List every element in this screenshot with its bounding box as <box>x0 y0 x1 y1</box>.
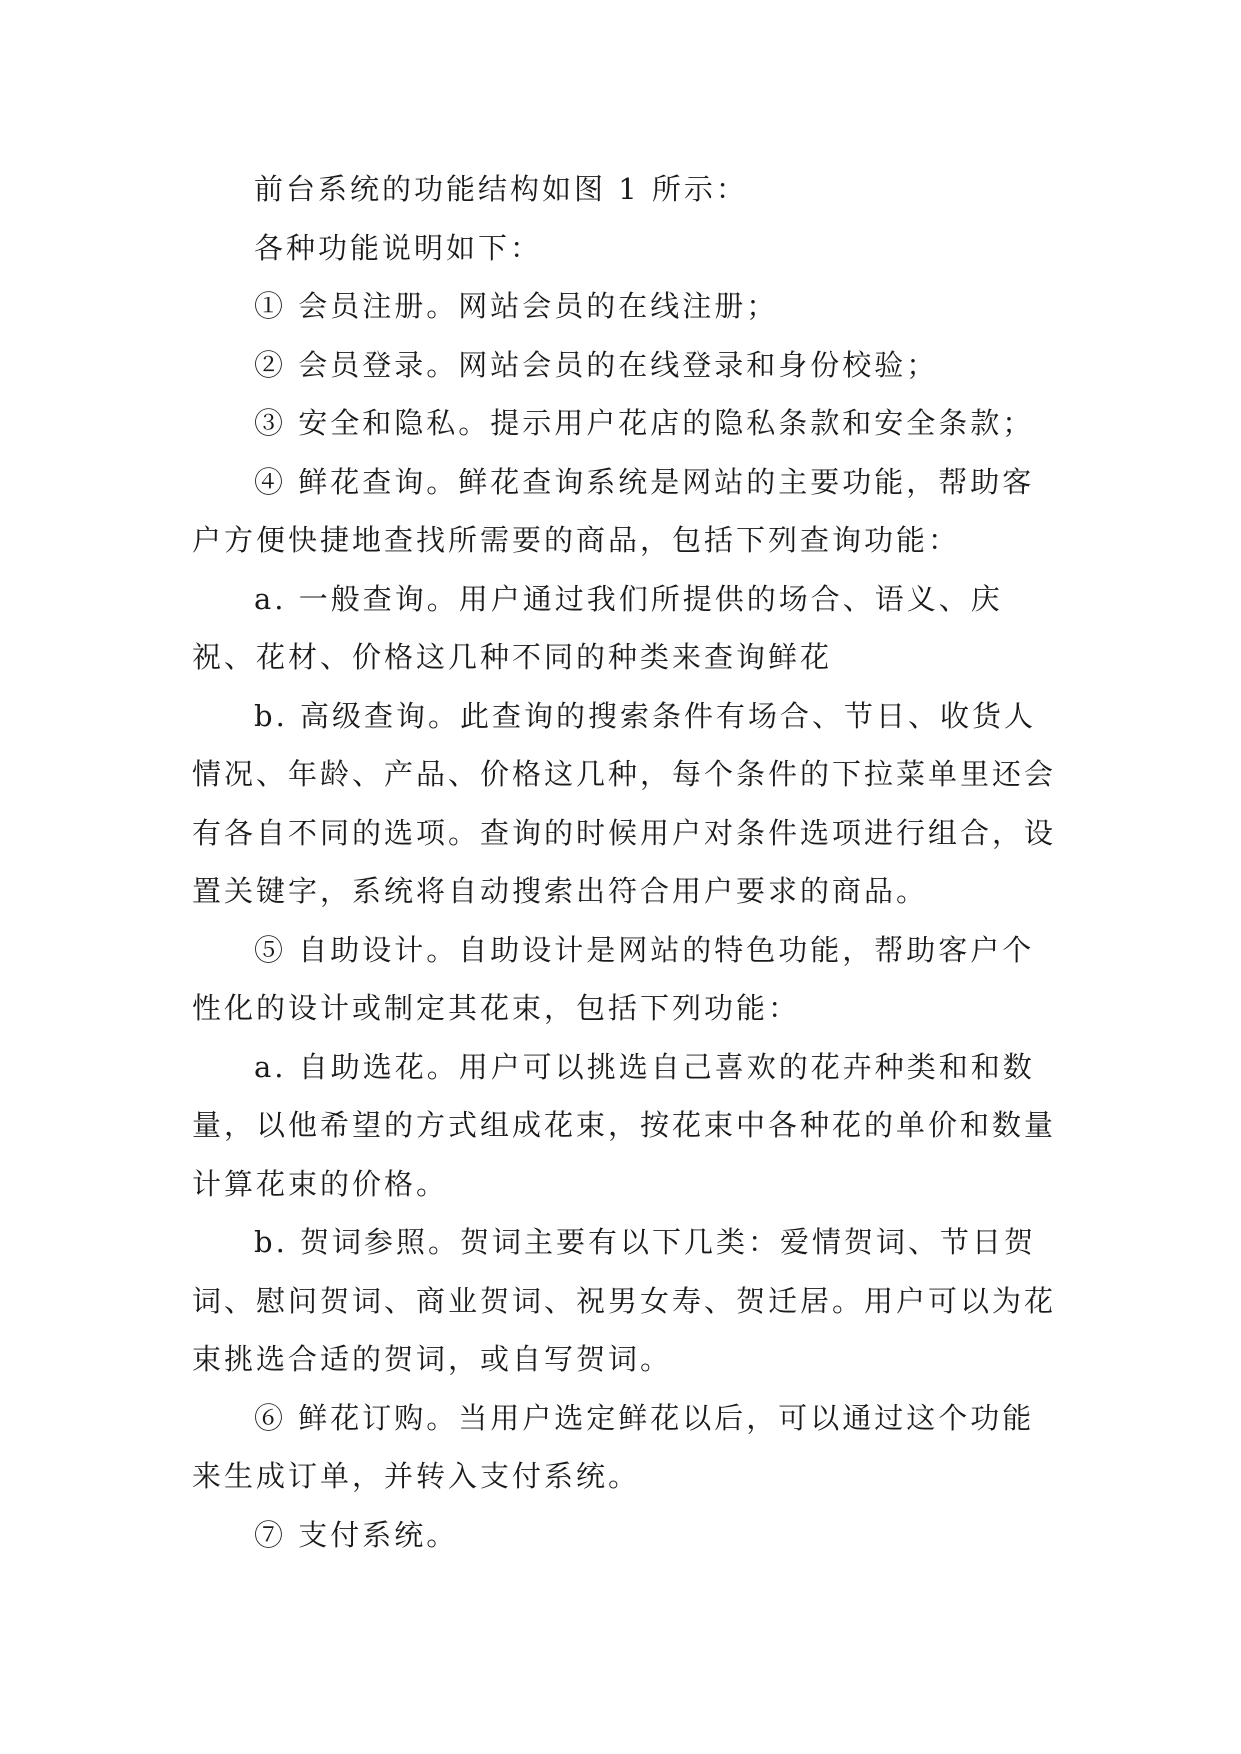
paragraph-description-heading: 各种功能说明如下： <box>254 230 543 265</box>
paragraph-advanced-search: b. 高级查询。此查询的搜索条件有场合、节日、收货人情况、年龄、产品、价格这几种，每个条件的下拉菜单里还会有各自不同的选项。查询的时候用户对条件选项进行组合，设置关键字，系统将自动搜索出符合用户要求的商品。 <box>192 698 1057 908</box>
paragraph-self-design: ⑤ 自助设计。自助设计是网站的特色功能，帮助客户个性化的设计或制定其花束，包括下列功能： <box>192 932 1035 1025</box>
paragraph-security-privacy: ③ 安全和隐私。提示用户花店的隐私条款和安全条款； <box>254 406 1035 440</box>
document-body <box>192 160 1062 1564</box>
paragraph-payment-system: ⑦ 支付系统。 <box>254 1517 459 1552</box>
paragraph-greeting-reference: b. 贺词参照。贺词主要有以下几类：爱情贺词、节日贺词、慰问贺词、商业贺词、祝男女寿、贺迁居。用户可以为花束挑选合适的贺词，或自写贺词。 <box>192 1225 1057 1376</box>
paragraph-member-login: ② 会员登录。网站会员的在线登录和身份校验； <box>254 347 939 382</box>
paragraph-general-search: a. 一般查询。用户通过我们所提供的场合、语义、庆祝、花材、价格这几种不同的种类来查询鲜花 <box>192 581 1003 674</box>
paragraph-flower-ordering: ⑥ 鲜花订购。当用户选定鲜花以后，可以通过这个功能来生成订单，并转入支付系统。 <box>192 1400 1035 1493</box>
paragraph-intro: 前台系统的功能结构如图 1 所示： <box>254 172 748 206</box>
paragraph-flower-search: ④ 鲜花查询。鲜花查询系统是网站的主要功能，帮助客户方便快捷地查找所需要的商品，包括下列查询功能： <box>192 464 1035 557</box>
paragraph-member-registration: ① 会员注册。网站会员的在线注册； <box>254 289 779 323</box>
paragraph-self-select-flowers: a. 自助选花。用户可以挑选自己喜欢的花卉种类和和数量，以他希望的方式组成花束，按花束中各种花的单价和数量计算花束的价格。 <box>192 1049 1057 1201</box>
